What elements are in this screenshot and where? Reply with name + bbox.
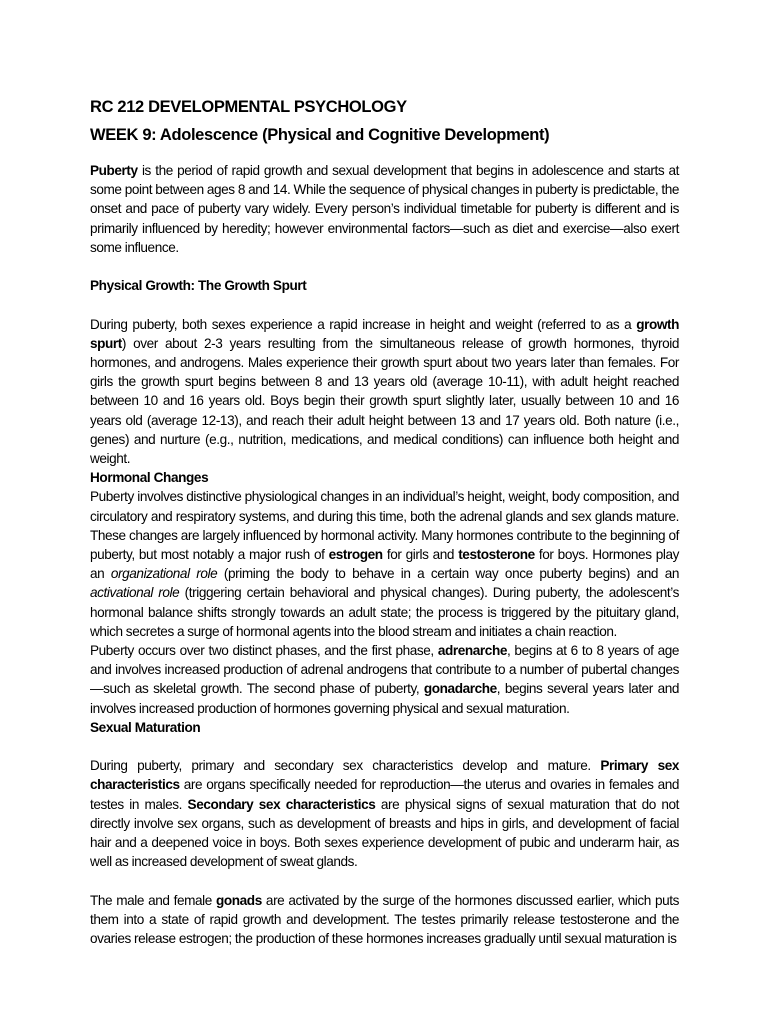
organizational-role-term: organizational role: [110, 566, 218, 582]
sexual-text-a: During puberty, primary and secondary sex characteristics develop and mature.: [90, 758, 601, 774]
sexual-text-b: are organs specifically needed for reproduction—the uterus and ovaries in females and testes in males.: [90, 777, 679, 812]
puberty-text: is the period of rapid growth and sexual development that begins in adolescence and starts at some point between ages 8 and 14. While the sequence of physical changes in puberty is predictable, the onset and pace of puberty vary widely. Every person’s individual timetable for puberty is different and is primarily influenced by heredity; however environmental factors—such as diet and exercise—also exert some influence.: [90, 163, 679, 255]
activational-role-term: activational role: [90, 585, 180, 601]
sexual-heading: Sexual Maturation: [90, 719, 201, 735]
growth-text-2: ) over about 2-3 years resulting from the simultaneous release of growth hormones, thyroid hormones, and androgens. Males experience their growth spurt about two years later than females. For girls the growth spurt begins between 8 and 13 years old (average 10-11), with adult height reached between 10 and 16 years old. Boys begin their growth spurt slightly later, usually between 10 and 16 years old (average 12-13), and reach their adult height between 13 and 17 years old. Both nature (i.e., genes) and nurture (e.g., nutrition, medications, and medical conditions) can influence both height and weight.: [90, 335, 679, 467]
hormonal-text-b: for girls and: [382, 547, 459, 563]
sexual-paragraph-1: [90, 756, 679, 871]
growth-text-1: During puberty, both sexes experience a rapid increase in height and weight (referred to as a: [90, 316, 637, 332]
gonads-paragraph: [90, 891, 679, 949]
week-title: WEEK 9: Adolescence (Physical and Cognitive Development): [90, 126, 550, 144]
hormonal-paragraph-2: [90, 641, 679, 718]
puberty-term: Puberty: [90, 163, 138, 178]
secondary-sex-term: Secondary sex characteristics: [187, 796, 376, 812]
puberty-paragraph: [90, 161, 679, 257]
gonadarche-term: gonadarche: [423, 681, 497, 697]
hormonal-paragraph-1: [90, 487, 679, 641]
adrenarche-term: adrenarche: [437, 643, 507, 659]
hormonal-heading: Hormonal Changes: [90, 470, 209, 486]
growth-paragraph: [90, 315, 679, 469]
growth-spurt-term: growth spurt: [90, 316, 679, 351]
testosterone-term: testosterone: [458, 547, 535, 563]
gonads-text-a: The male and female: [90, 892, 217, 908]
course-title: RC 212 DEVELOPMENTAL PSYCHOLOGY: [90, 98, 407, 116]
hormonal-text-c: for boys. Hormones play an: [90, 547, 679, 582]
gonads-term: gonads: [216, 892, 262, 908]
phases-text-b: , begins at 6 to 8 years of age and involves increased production of adrenal androgens that contribute to a number of pubertal changes—such as skeletal growth. The second phase of puberty,: [90, 643, 680, 697]
sexual-text-c: are physical signs of sexual maturation that do not directly involve sex organs, such as development of breasts and hips in girls, and development of facial hair and a deepened voice in boys. Both sexes experience development of pubic and underarm hair, as well as increased development of sweat glands.: [90, 796, 679, 870]
primary-sex-term: Primary sex characteristics: [90, 758, 679, 793]
estrogen-term: estrogen: [328, 547, 383, 563]
hormonal-text-e: (triggering certain behavioral and physical changes). During puberty, the adolescent’s hormonal balance shifts strongly towards an adult state; the process is triggered by the pituitary gland, which secretes a surge of hormonal agents into the blood stream and initiates a chain reaction.: [90, 585, 679, 639]
phases-text-c: , begins several years later and involves increased production of hormones governing physical and sexual maturation.: [90, 681, 679, 716]
growth-heading: Physical Growth: The Growth Spurt: [90, 278, 307, 294]
hormonal-text-a: Puberty involves distinctive physiological changes in an individual’s height, weight, body composition, and circulatory and respiratory systems, and during this time, both the adrenal glands and sex glands mature. These changes are largely influenced by hormonal activity. Many hormones contribute to the beginning of puberty, but most notably a major rush of: [90, 489, 679, 563]
hormonal-text-d: (priming the body to behave in a certain way once puberty begins) and an: [217, 566, 679, 582]
document-page: [90, 96, 679, 948]
phases-text-a: Puberty occurs over two distinct phases, and the first phase,: [90, 643, 438, 659]
gonads-text-b: are activated by the surge of the hormones discussed earlier, which puts them into a state of rapid growth and development. The testes primarily release testosterone and the ovaries release estrogen; the production of these hormones increases gradually until sexual maturation is: [90, 892, 679, 947]
